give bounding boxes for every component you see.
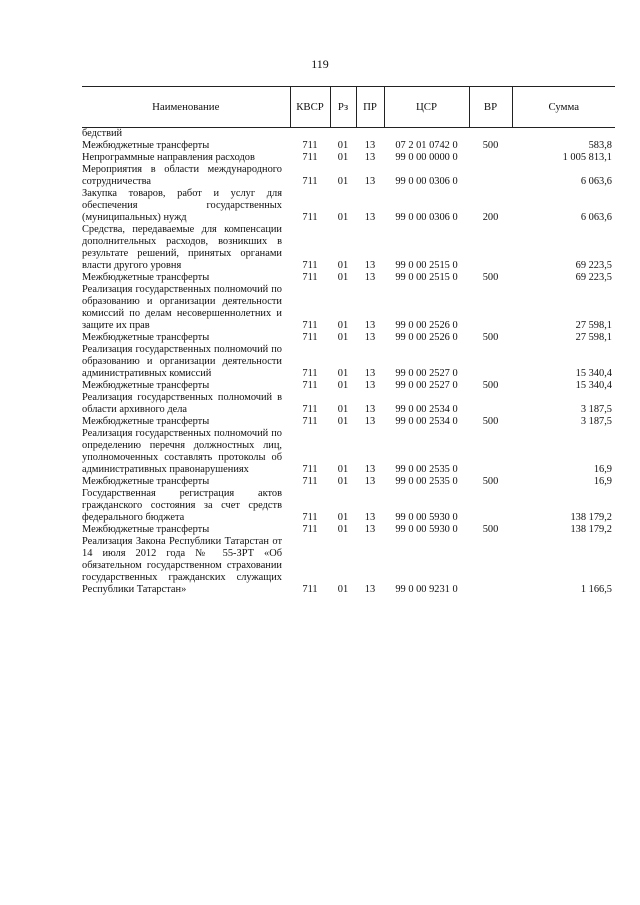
table-row: [82, 164, 615, 188]
row-pr: 13: [364, 464, 376, 475]
row-kvsr: 711: [302, 212, 318, 223]
row-csr: 99 0 00 2526 0: [395, 320, 458, 331]
row-pr: 13: [364, 380, 376, 391]
row-rz: 01: [337, 476, 349, 487]
header-vr: ВР: [469, 87, 512, 128]
row-sum: 6 063,6: [580, 176, 612, 187]
row-pr: 13: [364, 332, 376, 343]
row-name: Реализация Закона Республики Татарстан от 14 июля 2012 года № 55-ЗРТ «Об обязательном государственном страховании государственных гражданских служащих Республики Татарстан»: [82, 536, 282, 595]
row-pr: 13: [364, 512, 376, 523]
row-sum: 1 166,5: [580, 584, 612, 595]
row-sum: 69 223,5: [575, 272, 612, 283]
row-kvsr: 711: [302, 320, 318, 331]
row-rz: 01: [337, 260, 349, 271]
row-kvsr: 711: [302, 464, 318, 475]
row-vr: 500: [482, 272, 499, 283]
row-sum: 583,8: [588, 140, 612, 151]
row-sum: 16,9: [593, 464, 612, 475]
row-vr: 500: [482, 380, 499, 391]
row-kvsr: 711: [302, 524, 318, 535]
table-row: [82, 284, 615, 332]
table-row: [82, 536, 615, 596]
row-rz: 01: [337, 272, 349, 283]
row-name: Средства, передаваемые для компенсации дополнительных расходов, возникших в результате решений, принятых органами власти другого уровня: [82, 224, 282, 271]
row-vr: [469, 284, 512, 332]
row-vr: [469, 128, 512, 141]
row-csr: 99 0 00 2515 0: [395, 260, 458, 271]
row-sum: 3 187,5: [580, 416, 612, 427]
row-rz: 01: [337, 524, 349, 535]
row-kvsr: 711: [302, 272, 318, 283]
table-row: [82, 380, 615, 392]
row-sum: [512, 128, 615, 141]
row-csr: 07 2 01 0742 0: [395, 140, 458, 151]
row-csr: 99 0 00 2534 0: [395, 416, 458, 427]
row-rz: [330, 128, 356, 141]
row-sum: 3 187,5: [580, 404, 612, 415]
row-csr: 99 0 00 0000 0: [395, 152, 458, 163]
row-name: Межбюджетные трансферты: [82, 272, 210, 283]
row-csr: 99 0 00 2526 0: [395, 332, 458, 343]
table-row: [82, 128, 615, 141]
table-row: [82, 224, 615, 272]
row-name: Реализация государственных полномочий по определению перечня должностных лиц, уполномоченных составлять протоколы об административных правонарушениях: [82, 428, 282, 475]
page-number: 119: [311, 57, 329, 71]
row-csr: [384, 128, 469, 141]
row-name: Межбюджетные трансферты: [82, 524, 210, 535]
table-header-row: [82, 87, 615, 128]
row-pr: 13: [364, 212, 376, 223]
row-csr: 99 0 00 0306 0: [395, 176, 458, 187]
row-rz: 01: [337, 368, 349, 379]
row-name: Межбюджетные трансферты: [82, 140, 210, 151]
table-row: [82, 188, 615, 224]
row-vr: [469, 344, 512, 380]
row-sum: 69 223,5: [575, 260, 612, 271]
row-name: Межбюджетные трансферты: [82, 476, 210, 487]
header-pr: ПР: [356, 87, 384, 128]
row-csr: 99 0 00 2527 0: [395, 380, 458, 391]
row-csr: 99 0 00 2515 0: [395, 272, 458, 283]
header-kvsr: КВСР: [290, 87, 330, 128]
table-row: [82, 428, 615, 476]
row-pr: 13: [364, 152, 376, 163]
row-pr: 13: [364, 320, 376, 331]
row-rz: 01: [337, 320, 349, 331]
row-name: Реализация государственных полномочий по образованию и организации деятельности административных комиссий: [82, 344, 282, 379]
row-name: Межбюджетные трансферты: [82, 332, 210, 343]
row-name: Мероприятия в области международного сотрудничества: [82, 164, 282, 187]
row-rz: 01: [337, 380, 349, 391]
table-row: [82, 488, 615, 524]
row-sum: 27 598,1: [575, 332, 612, 343]
row-vr: 500: [482, 524, 499, 535]
row-rz: 01: [337, 404, 349, 415]
row-rz: 01: [337, 512, 349, 523]
row-kvsr: 711: [302, 332, 318, 343]
row-name: Непрограммные направления расходов: [82, 152, 255, 163]
row-rz: 01: [337, 152, 349, 163]
row-vr: 500: [482, 416, 499, 427]
row-sum: 138 179,2: [570, 524, 612, 535]
row-sum: 1 005 813,1: [562, 152, 612, 163]
table-row: [82, 152, 615, 164]
row-pr: 13: [364, 260, 376, 271]
row-kvsr: 711: [302, 380, 318, 391]
row-pr: 13: [364, 140, 376, 151]
row-vr: 200: [482, 212, 499, 223]
row-csr: 99 0 00 5930 0: [395, 524, 458, 535]
row-rz: 01: [337, 140, 349, 151]
row-kvsr: 711: [302, 368, 318, 379]
row-csr: 99 0 00 2534 0: [395, 404, 458, 415]
row-rz: 01: [337, 584, 349, 595]
row-csr: 99 0 00 2527 0: [395, 368, 458, 379]
row-csr: 99 0 00 2535 0: [395, 464, 458, 475]
header-name: Наименование: [82, 87, 290, 128]
row-vr: [469, 152, 512, 164]
row-rz: 01: [337, 464, 349, 475]
row-pr: 13: [364, 524, 376, 535]
row-pr: [356, 128, 384, 141]
row-vr: [469, 488, 512, 524]
row-vr: 500: [482, 332, 499, 343]
row-vr: [469, 164, 512, 188]
row-vr: [469, 536, 512, 596]
row-vr: [469, 392, 512, 416]
table-row: [82, 332, 615, 344]
row-sum: 15 340,4: [575, 380, 612, 391]
table-row: [82, 344, 615, 380]
row-rz: 01: [337, 212, 349, 223]
table-row: [82, 272, 615, 284]
row-kvsr: 711: [302, 152, 318, 163]
row-sum: 138 179,2: [570, 512, 612, 523]
table-row: [82, 416, 615, 428]
row-kvsr: 711: [302, 176, 318, 187]
row-pr: 13: [364, 404, 376, 415]
row-kvsr: 711: [302, 512, 318, 523]
row-name: Государственная регистрация актов гражданского состояния за счет средств федерального бюджета: [82, 488, 282, 523]
row-kvsr: 711: [302, 416, 318, 427]
row-name: Межбюджетные трансферты: [82, 416, 210, 427]
row-csr: 99 0 00 0306 0: [395, 212, 458, 223]
header-sum: Сумма: [512, 87, 615, 128]
row-pr: 13: [364, 584, 376, 595]
table-row: [82, 476, 615, 488]
row-pr: 13: [364, 176, 376, 187]
header-csr: ЦСР: [384, 87, 469, 128]
row-name: бедствий: [82, 128, 123, 139]
row-kvsr: 711: [302, 476, 318, 487]
row-name: Реализация государственных полномочий в области архивного дела: [82, 392, 282, 415]
row-sum: 15 340,4: [575, 368, 612, 379]
row-kvsr: 711: [302, 140, 318, 151]
row-csr: 99 0 00 5930 0: [395, 512, 458, 523]
budget-table: [82, 86, 615, 596]
row-pr: 13: [364, 416, 376, 427]
row-name: Реализация государственных полномочий по образованию и организации деятельности комиссий по делам несовершеннолетних и защите их прав: [82, 284, 282, 331]
row-pr: 13: [364, 476, 376, 487]
row-kvsr: 711: [302, 260, 318, 271]
row-vr: [469, 224, 512, 272]
row-vr: [469, 428, 512, 476]
table-row: [82, 524, 615, 536]
row-vr: 500: [482, 476, 499, 487]
row-vr: 500: [482, 140, 499, 151]
table-row: [82, 140, 615, 152]
row-kvsr: [290, 128, 330, 141]
row-rz: 01: [337, 416, 349, 427]
row-sum: 6 063,6: [580, 212, 612, 223]
row-pr: 13: [364, 272, 376, 283]
row-pr: 13: [364, 368, 376, 379]
row-rz: 01: [337, 332, 349, 343]
header-rz: Рз: [330, 87, 356, 128]
row-rz: 01: [337, 176, 349, 187]
table-row: [82, 392, 615, 416]
row-kvsr: 711: [302, 404, 318, 415]
row-sum: 16,9: [593, 476, 612, 487]
row-sum: 27 598,1: [575, 320, 612, 331]
row-kvsr: 711: [302, 584, 318, 595]
row-csr: 99 0 00 2535 0: [395, 476, 458, 487]
row-csr: 99 0 00 9231 0: [395, 584, 458, 595]
row-name: Межбюджетные трансферты: [82, 380, 210, 391]
row-name: Закупка товаров, работ и услуг для обеспечения государственных (муниципальных) нужд: [82, 188, 282, 223]
